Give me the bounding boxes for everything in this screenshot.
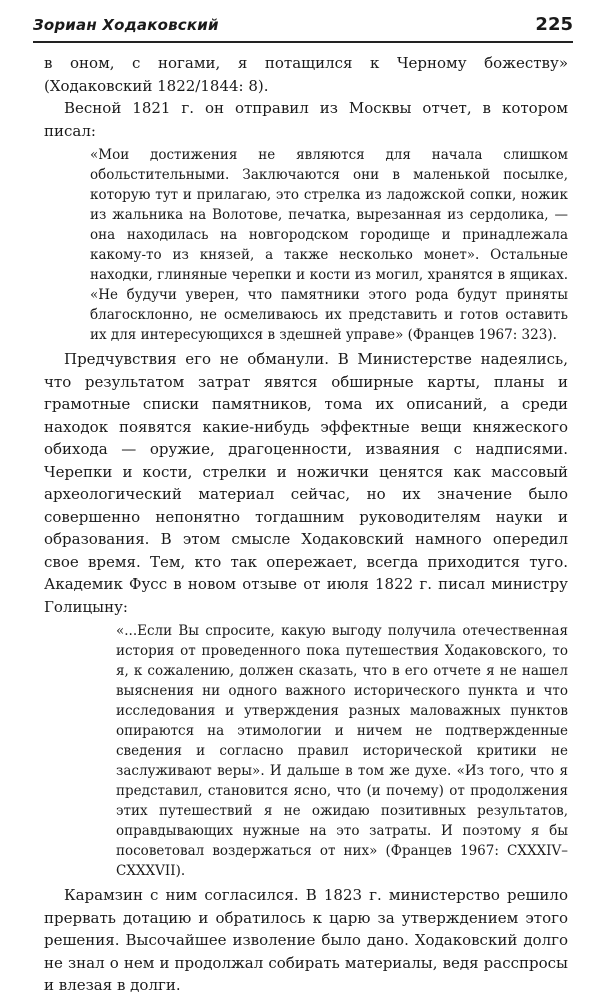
running-head: Зориан Ходаковский (33, 16, 219, 34)
paragraph-report-intro: Весной 1821 г. он отправил из Москвы отчет, в котором писал: (44, 99, 568, 140)
paragraph-continuation: в оном, с ногами, я потащился к Черному божеству» (Ходаковский 1822/1844: 8). (44, 54, 568, 95)
block-quote-fuss: «...Если Вы спросите, какую выгоду получила отечественная история от проведенного пока путешествия Ходаковского, то я, к сожалению, должен сказать, что в его отчете я не нашел выяснения ни одного важного исторического пункта и что исследования и утверждения разных маловажных пунктов опираются на этимологии и ничем не подтвержденные сведения и согласно правил исторической критики не заслуживают веры». И дальше в том же духе. «Из того, что я представил, становится ясно, что (и почему) от продолжения этих путешествий я не ожидаю позитивных результатов, оправдывающих нужные на это затраты. И поэтому я бы посоветовал воздержаться от них» (Францев 1967: CXXXIV–CXXXVII). (116, 623, 568, 879)
page-header (33, 14, 573, 42)
paragraph-premonitions: Предчувствия его не обманули. В Министерстве надеялись, что результатом затрат явятся обширные карты, планы и грамотные списки памятников, тома их описаний, а среди находок появятся какие-нибудь эффектные вещи княжеского обихода — оружие, драгоценности, изваяния с надписями. Черепки и кости, стрелки и ножички ценятся как массовый археологический материал сейчас, но их значение было совершенно непонятно тогдашним руководителям науки и образования. В этом смысле Ходаковский намного опередил свое время. Тем, кто так опережает, всегда приходится туго. Академик Фусс в новом отзыве от июля 1822 г. писал министру Голицыну: (44, 350, 568, 616)
page-body (44, 52, 568, 997)
page-number: 225 (535, 14, 573, 35)
header-rule (33, 41, 573, 43)
paragraph-karamzin: Карамзин с ним согласился. В 1823 г. министерство решило прервать дотацию и обратилось к царю за утверждением этого решения. Высочайшее изволение было дано. Ходаковский долго не знал о нем и продолжал собирать материалы, ведя расспросы и влезая в долги. (44, 886, 568, 994)
block-quote-report: «Мои достижения не являются для начала слишком обольстительными. Заключаются они в маленькой посылке, которую тут и прилагаю, это стрелка из ладожской сопки, ножик из жальника на Волотове, печатка, вырезанная из сердолика, — она находилась на новгородском городище и принадлежала какому-то из князей, а также несколько монет». Остальные находки, глиняные черепки и кости из могил, хранятся в ящиках. «Не будучи уверен, что памятники этого рода будут приняты благосклонно, не осмеливаюсь их представить и готов оставить их для интересующихся в здешней управе» (Францев 1967: 323). (90, 147, 568, 343)
